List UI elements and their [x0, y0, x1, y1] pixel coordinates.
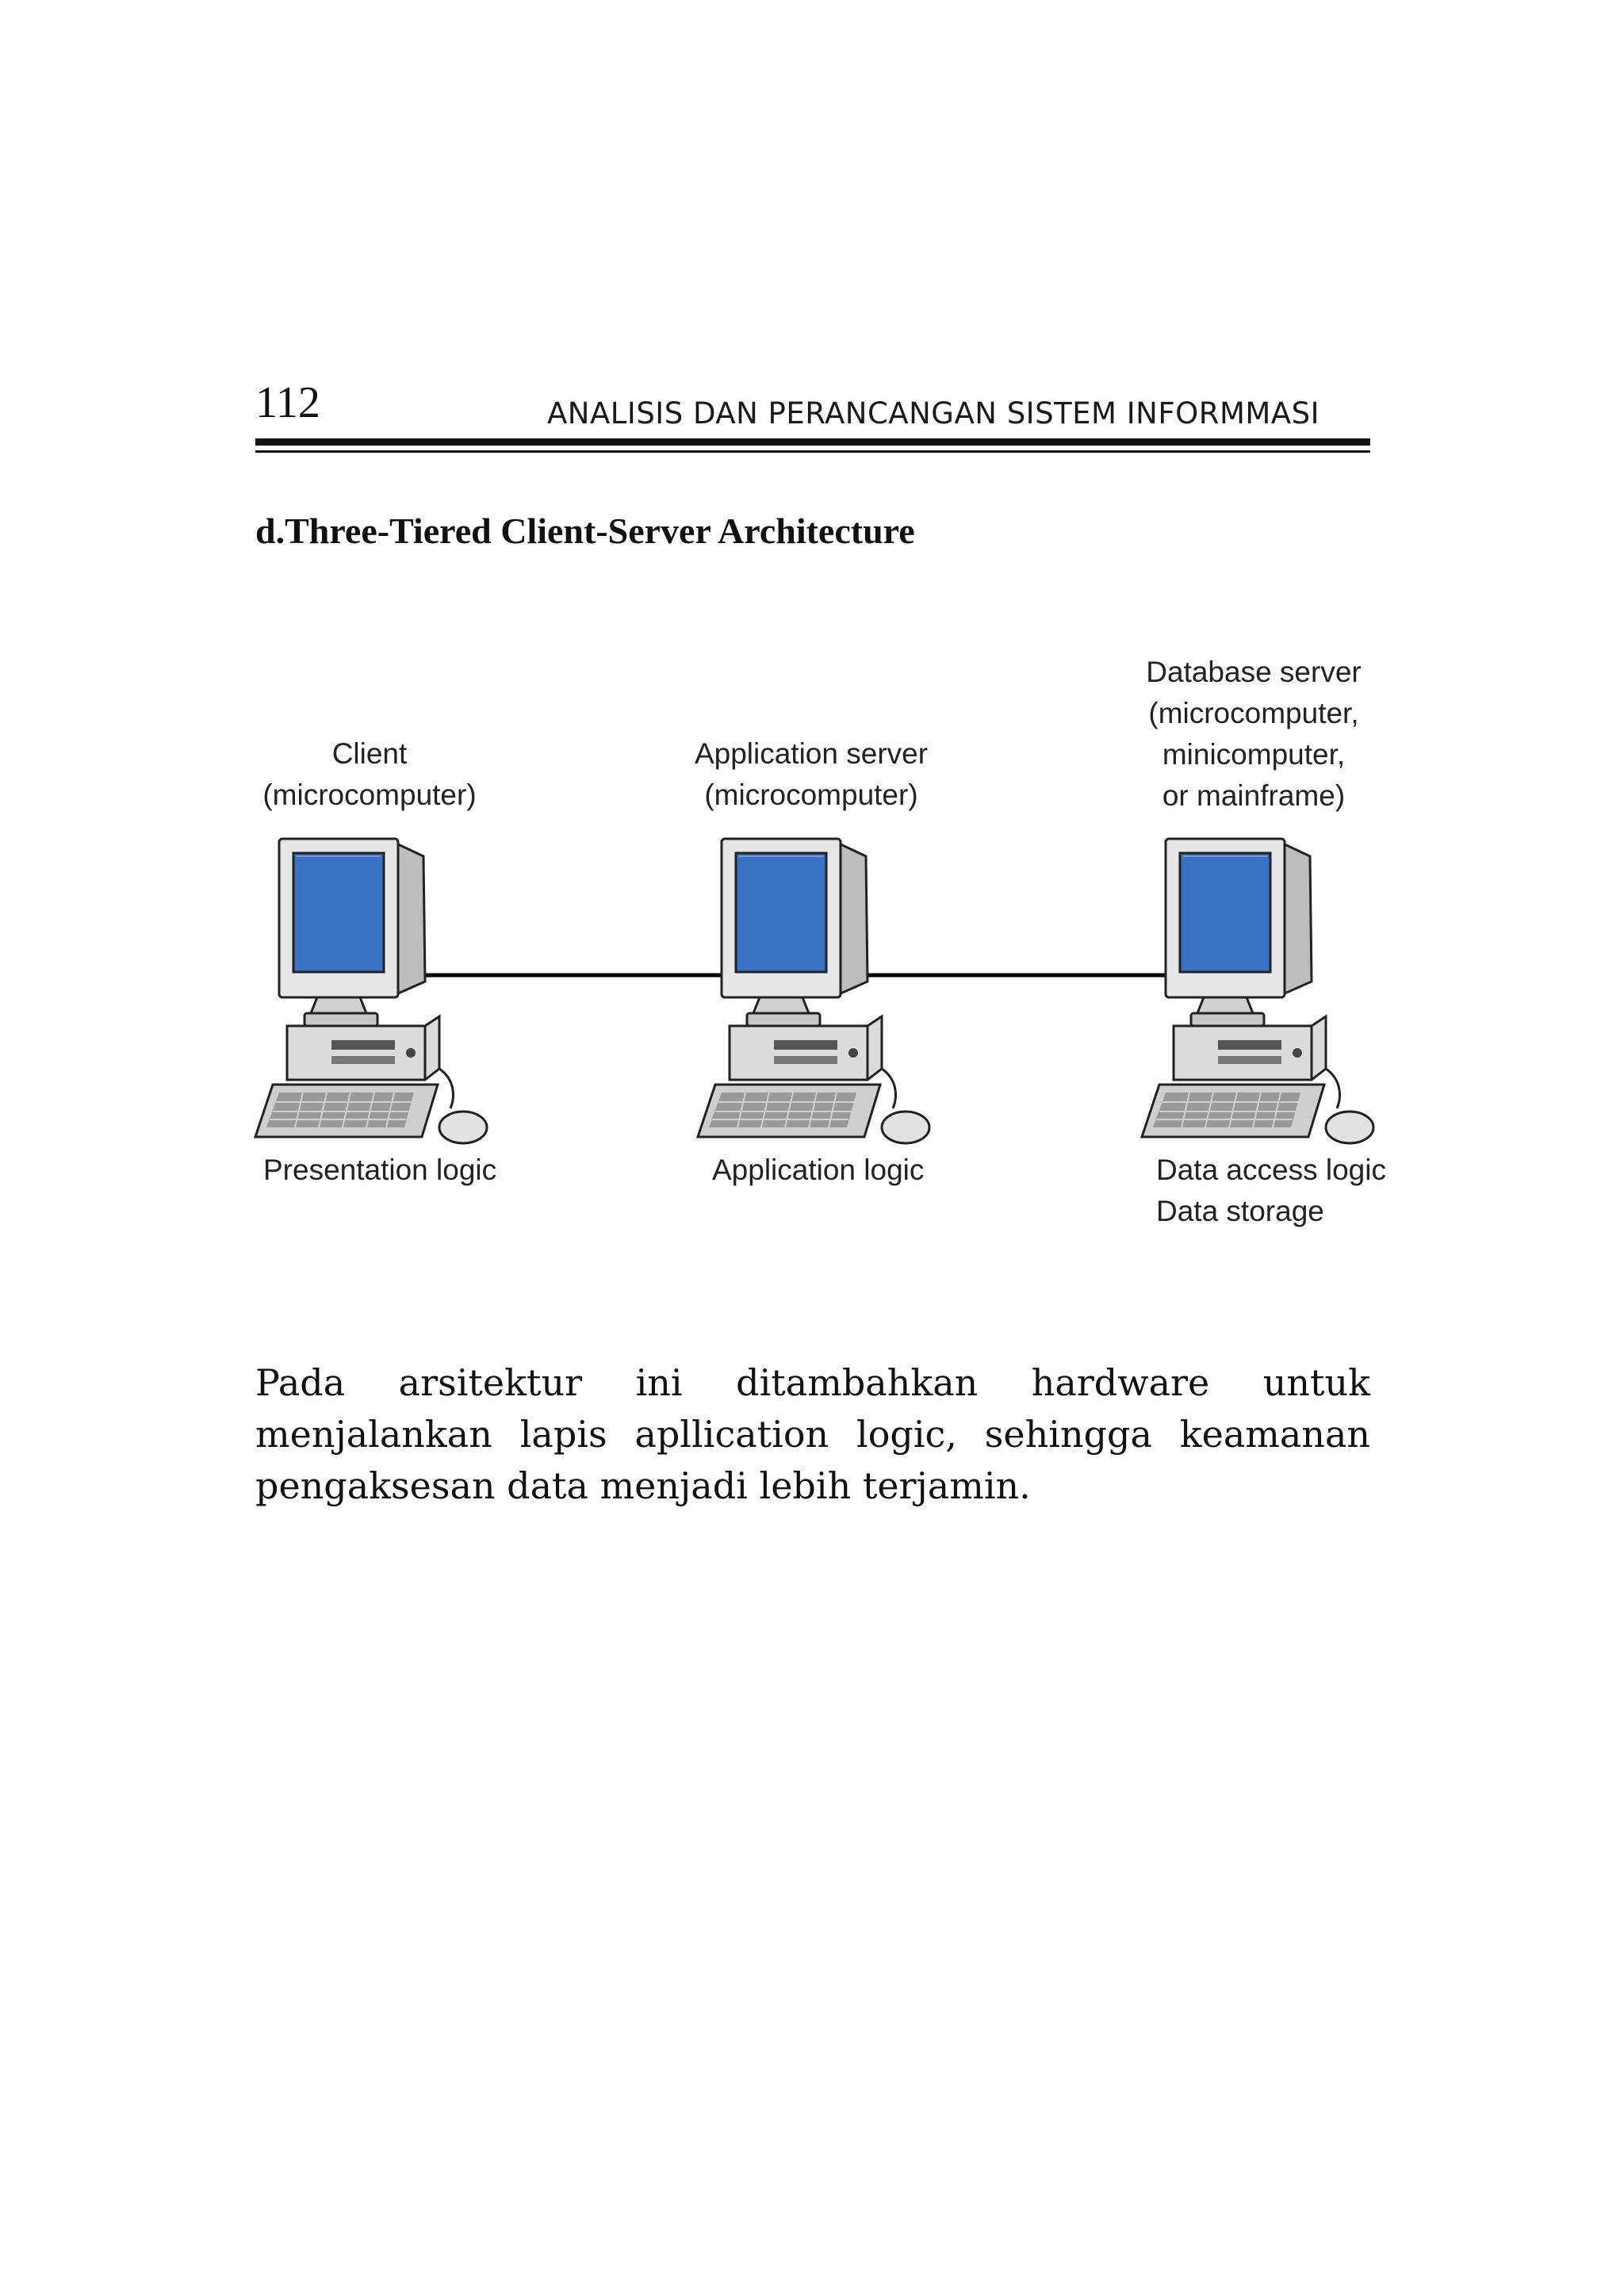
client-title-line-2: (microcomputer)	[262, 779, 477, 811]
db-server-title-line-2: (microcomputer,	[1148, 697, 1359, 729]
client-computer-icon	[255, 839, 487, 1143]
body-paragraph: Pada arsitektur ini ditambahkan hardware untuk menjalankan lapis apllication logic, sehingga keamanan pengaksesan data menjadi lebih terjamin.	[255, 1361, 1370, 1507]
section-heading: d.Three-Tiered Client-Server Architecture	[255, 511, 915, 551]
header-rule-thick	[255, 438, 1370, 446]
header-rule-thin	[255, 450, 1370, 453]
db-server-role-line-1: Data access logic	[1156, 1154, 1386, 1186]
db-server-title-line-1: Database server	[1146, 656, 1362, 688]
running-header: ANALISIS DAN PERANCANGAN SISTEM INFORMMASI	[547, 396, 1320, 430]
app-server-title-line-1: Application server	[694, 737, 929, 770]
db-server-title-line-4: or mainframe)	[1162, 779, 1346, 812]
client-role-line-1: Presentation logic	[263, 1154, 497, 1186]
app-server-title-line-2: (microcomputer)	[704, 779, 918, 811]
app-server-role-line-1: Application logic	[712, 1154, 925, 1186]
database-server-computer-icon	[1142, 839, 1373, 1143]
client-title-line-1: Client	[331, 737, 408, 770]
application-server-computer-icon	[698, 839, 929, 1143]
architecture-diagram	[238, 634, 1396, 1253]
db-server-title-line-3: minicomputer,	[1162, 738, 1346, 771]
db-server-role-line-2: Data storage	[1156, 1195, 1324, 1227]
page-number: 112	[255, 378, 320, 427]
